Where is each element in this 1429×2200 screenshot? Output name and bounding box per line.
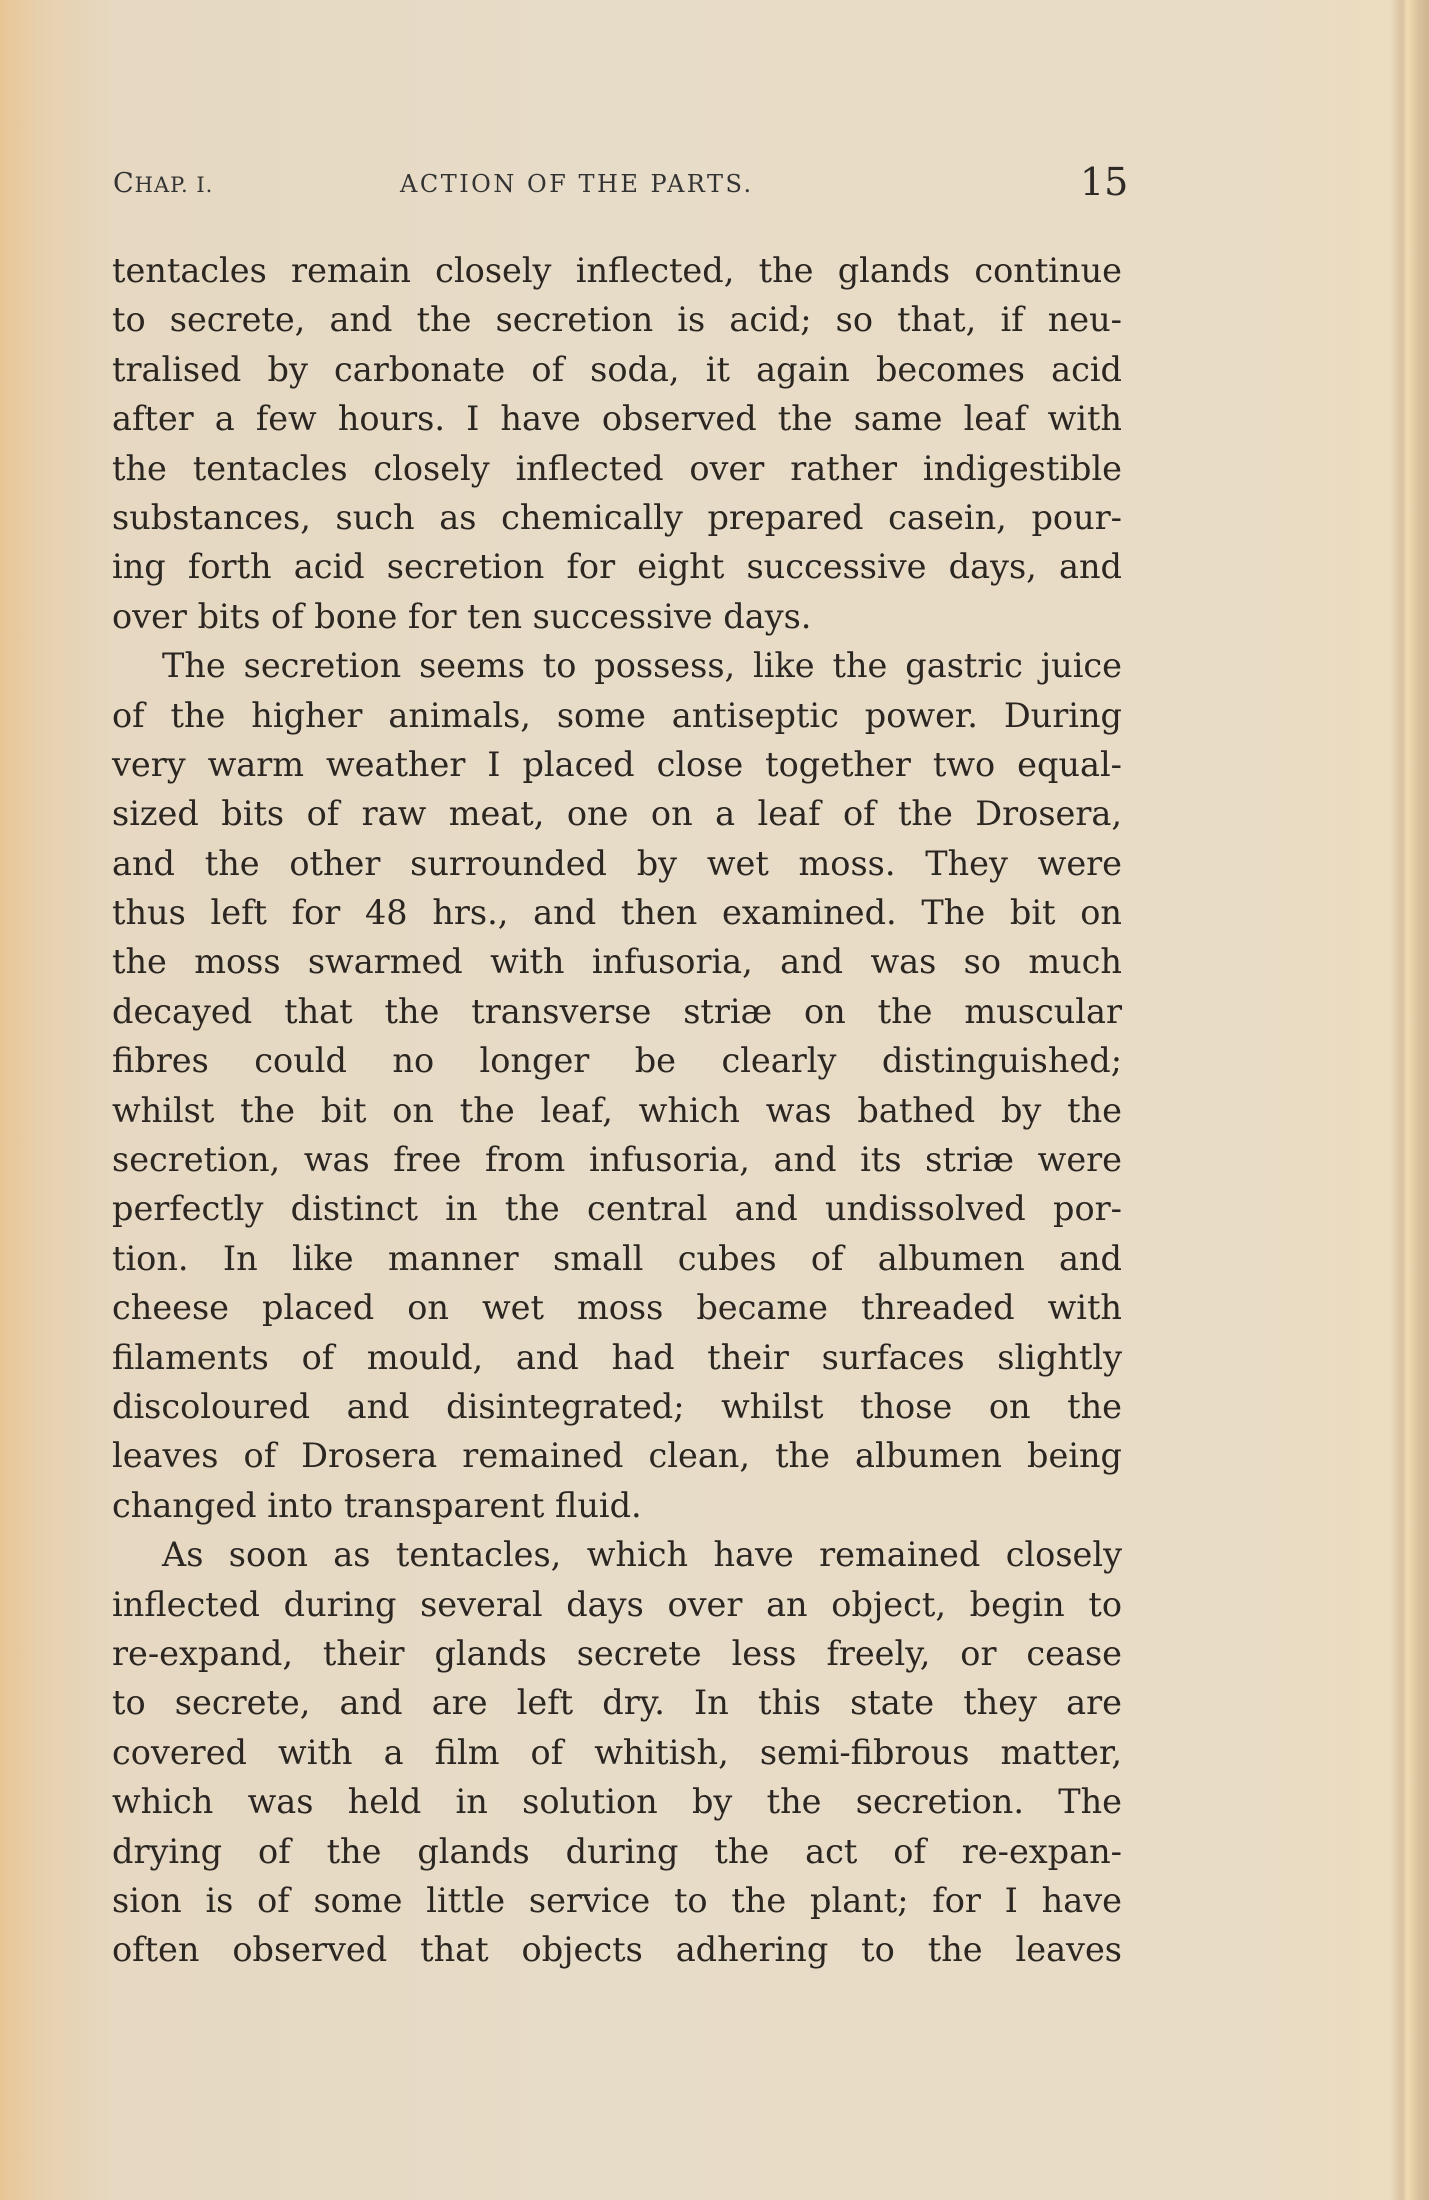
text-line: re-expand, their glands secrete less freely, or cease (112, 1633, 1122, 1673)
text-line: tion. In like manner small cubes of albumen and (112, 1238, 1122, 1278)
text-line: fibres could no longer be clearly distinguished; (112, 1041, 1122, 1081)
text-line: tentacles remain closely inflected, the glands continue (112, 251, 1122, 290)
text-line: and the other surrounded by wet moss. They were (112, 843, 1122, 883)
text-line: drying of the glands during the act of re-expan- (112, 1831, 1122, 1871)
text-line: very warm weather I placed close together two equal- (112, 744, 1122, 784)
text-line: decayed that the transverse striæ on the muscular (112, 991, 1122, 1031)
chapter-label-rest: HAP. I. (134, 173, 214, 197)
paragraph-start-line: The secretion seems to possess, like the gastric juice (162, 646, 1122, 686)
text-line: which was held in solution by the secretion. The (112, 1782, 1122, 1822)
paragraph-start-line: As soon as tentacles, which have remained closely (162, 1535, 1122, 1575)
text-line: substances, such as chemically prepared casein, pour- (112, 497, 1122, 537)
text-line: after a few hours. I have observed the same leaf with (112, 399, 1122, 439)
text-line: the moss swarmed with infusoria, and was so much (112, 942, 1122, 982)
text-line: discoloured and disintegrated; whilst those on the (112, 1386, 1122, 1426)
text-line: perfectly distinct in the central and undissolved por- (112, 1189, 1122, 1229)
running-header (0, 162, 1429, 206)
text-line: to secrete, and the secretion is acid; so that, if neu- (112, 300, 1122, 340)
text-line: to secrete, and are left dry. In this state they are (112, 1683, 1122, 1723)
text-line: sion is of some little service to the plant; for I have (112, 1880, 1122, 1920)
body-text (112, 246, 1122, 1975)
text-line: of the higher animals, some antiseptic power. During (112, 695, 1122, 735)
text-line: changed into transparent fluid. (112, 1485, 642, 1525)
chapter-label (113, 168, 213, 199)
text-line: cheese placed on wet moss became threaded with (112, 1288, 1122, 1328)
text-line: ing forth acid secretion for eight successive days, and (112, 547, 1122, 587)
running-title: ACTION OF THE PARTS. (400, 170, 754, 198)
text-line: filaments of mould, and had their surfaces slightly (112, 1337, 1122, 1377)
chapter-label-initial: C (113, 168, 135, 199)
text-line: sized bits of raw meat, one on a leaf of the Drosera, (112, 794, 1122, 834)
text-line: thus left for 48 hrs., and then examined. The bit on (112, 893, 1122, 933)
text-line: leaves of Drosera remained clean, the albumen being (112, 1436, 1122, 1476)
text-line: covered with a film of whitish, semi-fibrous matter, (112, 1732, 1122, 1772)
text-line: tralised by carbonate of soda, it again becomes acid (112, 349, 1122, 389)
text-line: often observed that objects adhering to the leaves (112, 1930, 1122, 1970)
text-line: over bits of bone for ten successive days. (112, 596, 812, 636)
text-line: the tentacles closely inflected over rather indigestible (112, 448, 1122, 488)
text-line: whilst the bit on the leaf, which was bathed by the (112, 1090, 1122, 1130)
text-line: inflected during several days over an object, begin to (112, 1584, 1122, 1624)
page-number: 15 (1080, 160, 1129, 204)
text-line: secretion, was free from infusoria, and its striæ were (112, 1140, 1122, 1180)
